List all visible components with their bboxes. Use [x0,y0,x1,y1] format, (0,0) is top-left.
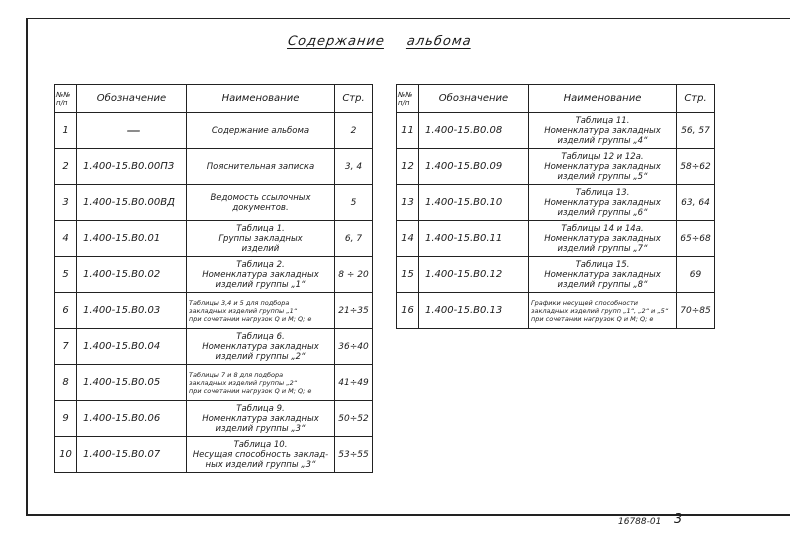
row-number: 5 [55,257,77,293]
header-name: Наименование [529,85,677,113]
row-number: 8 [55,365,77,401]
row-title [529,149,677,185]
row-number: 10 [55,437,77,473]
row-page: 6, 7 [335,221,373,257]
row-number: 16 [397,293,419,329]
table-row [55,113,373,149]
header-name: Наименование [187,85,335,113]
row-title-line: Таблицы 12 и 12а. [561,151,644,162]
row-designation: 1.400-15.В0.05 [77,365,187,401]
row-title-line: Ведомость ссылочных [210,192,311,203]
row-title-line: Таблицы 3,4 и 5 для подбора [189,298,290,307]
table-header-row [55,85,373,113]
row-designation: 1.400-15.В0.00ПЗ [77,149,187,185]
row-designation: 1.400-15.В0.12 [419,257,529,293]
document-stamp: 16788-01 [618,517,662,527]
table-row [55,329,373,365]
row-title-line: Таблица 15. [575,259,630,270]
table-row [55,185,373,221]
row-number: 7 [55,329,77,365]
table-row [397,257,715,293]
row-page: 69 [677,257,715,293]
header-page: Стр. [335,85,373,113]
header-page: Стр. [677,85,715,113]
row-title-line: Таблица 1. [236,223,285,234]
row-designation: 1.400-15.В0.09 [419,149,529,185]
table-row [397,221,715,257]
row-title-line: Номенклатура закладных [544,197,661,208]
row-title-line: изделий группы „4“ [557,135,648,146]
row-title-line: Таблицы 14 и 14а. [561,223,644,234]
row-title-line: изделий [241,243,280,254]
sheet-number: 3 [674,512,683,527]
row-designation: 1.400-15.В0.08 [419,113,529,149]
row-number: 12 [397,149,419,185]
row-title-line: Графики несущей способности [531,298,638,307]
row-title-line: изделий группы „5“ [557,171,648,182]
table-row [397,149,715,185]
row-page: 53÷55 [335,437,373,473]
row-page: 8 ÷ 20 [335,257,373,293]
table-row [55,257,373,293]
row-page: 5 [335,185,373,221]
row-designation: 1.400-15.В0.03 [77,293,187,329]
page-title [287,34,473,49]
row-designation: 1.400-15.В0.10 [419,185,529,221]
row-title-line: Таблица 2. [236,259,285,270]
row-title-line: Номенклатура закладных [544,233,661,244]
title-word-1: Содержание [286,34,386,49]
row-page: 2 [335,113,373,149]
row-title [187,401,335,437]
table-row [55,401,373,437]
row-title-line: ных изделий группы „3“ [205,459,316,470]
row-title-line: Номенклатура закладных [544,125,661,136]
table-row [55,437,373,473]
row-title [529,185,677,221]
row-title-line: Таблица 10. [233,439,288,450]
row-title-line: Номенклатура закладных [544,161,661,172]
row-number: 11 [397,113,419,149]
row-title [187,437,335,473]
row-title-line: закладных изделий группы „2“ [189,378,298,387]
header-code: Обозначение [419,85,529,113]
header-num: №№ п/п [55,85,77,113]
row-title-line: изделий группы „7“ [557,243,648,254]
row-title-line: изделий группы „8“ [557,279,648,290]
contents-table-left [54,84,373,473]
row-number: 15 [397,257,419,293]
row-title-line: изделий группы „1“ [215,279,306,290]
row-page: 63, 64 [677,185,715,221]
row-title [187,185,335,221]
contents-table-right [396,84,715,329]
row-title-line: Таблица 6. [236,331,285,342]
row-title [187,149,335,185]
row-title-line: при сочетании нагрузок Q и M; Q; e [189,314,312,323]
row-title-line: Группы закладных [218,233,303,244]
row-title-line: Номенклатура закладных [202,269,319,280]
row-title [529,257,677,293]
row-title-line: изделий группы „6“ [557,207,648,218]
row-title-line: изделий группы „2“ [215,351,306,362]
row-title-line: Таблица 13. [575,187,630,198]
header-code: Обозначение [77,85,187,113]
row-title [529,113,677,149]
row-page: 36÷40 [335,329,373,365]
row-designation: — [77,113,187,149]
table-row [55,365,373,401]
row-page: 50÷52 [335,401,373,437]
row-title-line: при сочетании нагрузок Q и M; Q; e [531,314,654,323]
row-designation: 1.400-15.В0.04 [77,329,187,365]
row-number: 1 [55,113,77,149]
row-title-line: Номенклатура закладных [544,269,661,280]
table-row [55,149,373,185]
row-title [187,293,335,329]
row-designation: 1.400-15.В0.13 [419,293,529,329]
row-title-line: закладных изделий групп „1“, „2“ и „5“ [531,306,669,315]
row-title-line: закладных изделий группы „1“ [189,306,298,315]
table-row [55,221,373,257]
row-title-line: Номенклатура закладных [202,341,319,352]
header-num: №№ п/п [397,85,419,113]
row-title-line: при сочетании нагрузок Q и M; Q; e [189,386,312,395]
table-header-row [397,85,715,113]
row-designation: 1.400-15.В0.11 [419,221,529,257]
row-title-line: изделий группы „3“ [215,423,306,434]
row-title-line: документов. [232,202,289,213]
table-row [55,293,373,329]
row-title [187,221,335,257]
row-title [529,221,677,257]
row-page: 56, 57 [677,113,715,149]
row-number: 2 [55,149,77,185]
table-row [397,293,715,329]
row-title [529,293,677,329]
title-word-2: альбома [405,34,473,49]
row-title [187,257,335,293]
row-number: 13 [397,185,419,221]
row-title-line: Содержание альбома [211,125,310,136]
row-designation: 1.400-15.В0.01 [77,221,187,257]
row-page: 3, 4 [335,149,373,185]
row-title [187,365,335,401]
row-page: 41÷49 [335,365,373,401]
row-page: 58÷62 [677,149,715,185]
row-designation: 1.400-15.В0.07 [77,437,187,473]
row-designation: 1.400-15.В0.06 [77,401,187,437]
row-page: 70÷85 [677,293,715,329]
row-page: 65÷68 [677,221,715,257]
row-title-line: Таблицы 7 и 8 для подбора [189,370,284,379]
table-row [397,185,715,221]
row-title-line: Таблица 9. [236,403,285,414]
row-designation: 1.400-15.В0.00ВД [77,185,187,221]
row-number: 4 [55,221,77,257]
row-title [187,113,335,149]
row-number: 9 [55,401,77,437]
row-title-line: Номенклатура закладных [202,413,319,424]
row-title-line: Таблица 11. [575,115,630,126]
row-page: 21÷35 [335,293,373,329]
row-title-line: Пояснительная записка [206,161,315,172]
row-title-line: Несущая способность заклад- [192,449,329,460]
row-designation: 1.400-15.В0.02 [77,257,187,293]
row-number: 3 [55,185,77,221]
row-number: 6 [55,293,77,329]
table-row [397,113,715,149]
row-number: 14 [397,221,419,257]
row-title [187,329,335,365]
